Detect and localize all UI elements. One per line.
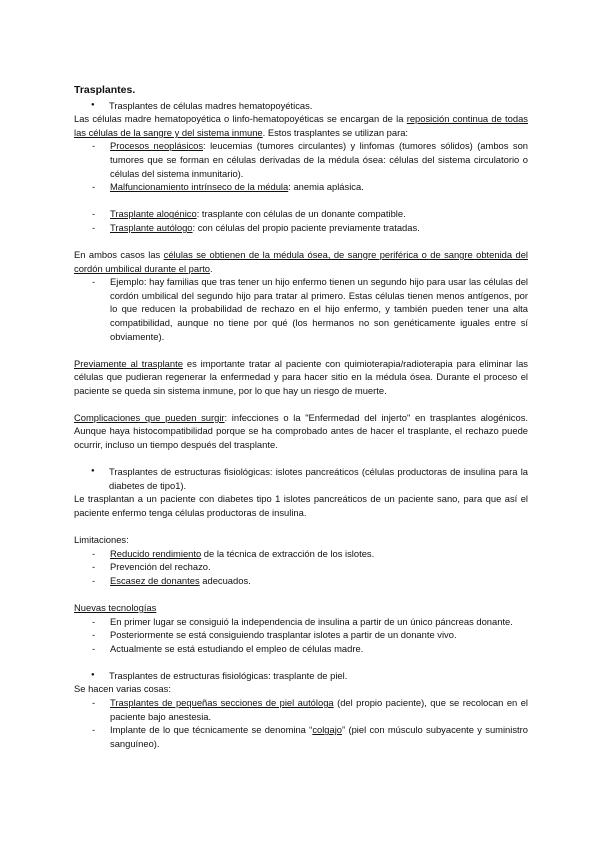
- bullet-pancreatic-islets: ● Trasplantes de estructuras fisiológicas: islotes pancreáticos (células productoras de insulina para la diabetes de tipo1).: [74, 465, 528, 492]
- heading-limitations: Limitaciones:: [74, 534, 129, 546]
- paragraph-stem-cells-intro: Las células madre hematopoyética o linfo-hematopoyéticas se encargan de la reposición continua de todas las células de la sangre y del sistema inmune. Estos trasplantes se utilizan para:: [74, 113, 528, 138]
- list-item: - Trasplante autólogo: con células del propio paciente previamente tratadas.: [92, 221, 420, 233]
- list-item: - Actualmente se está estudiando el empleo de células madre.: [92, 642, 364, 654]
- list-item: - En primer lugar se consiguió la independencia de insulina a partir de un único páncreas donante.: [92, 615, 513, 627]
- list-item: - Ejemplo: hay familias que tras tener un hijo enfermo tienen un segundo hijo para usar las células del cordón umbilical del segundo hijo para tratar al primero. Estas células tienen menos antígenos, por lo que reducen la probabilidad de rechazo en el hijo enfermo, y también pueden tener una alta compatibilidad, aunque no tiene por qué (los hermanos no son genéticamente iguales entre sí obviamente).: [92, 276, 528, 342]
- list-item: - Posteriormente se está consiguiendo trasplantar islotes a partir de un donante vivo.: [92, 629, 457, 641]
- paragraph-pre-transplant: Previamente al trasplante es importante tratar al paciente con quimioterapia/radioterapia para eliminar las células que pudieran regenerar la enfermedad y para hacer sitio en la médula ósea. Durante el proceso el paciente se queda sin sistema inmune, por lo que hay un riesgo de muerte.: [74, 357, 528, 396]
- list-item: - Procesos neoplásicos: leucemias (tumores circulantes) y linfomas (tumores sólidos) (ambos son tumores que se forman en células derivadas de la médula ósea: células del sistema circulatorio o células del sistema inmunitario).: [92, 140, 529, 179]
- list-item: - Reducido rendimiento de la técnica de extracción de los islotes.: [92, 547, 375, 559]
- bullet-stem-cells: ● Trasplantes de células madres hematopoyéticas.: [74, 99, 528, 113]
- paragraph-skin: Se hacen varias cosas:: [74, 683, 171, 695]
- paragraph-cell-sources: En ambos casos las células se obtienen de la médula ósea, de sangre periférica o de sangre obtenida del cordón umbilical durante el parto.: [74, 248, 528, 274]
- list-item: - Malfuncionamiento intrínseco de la médula: anemia aplásica.: [92, 181, 364, 193]
- heading-new-technologies: Nuevas tecnologías: [74, 601, 157, 613]
- bullet-skin-transplant: ● Trasplantes de estructuras fisiológicas: trasplante de piel.: [74, 669, 528, 683]
- list-item: - Trasplante alogénico: trasplante con células de un donante compatible.: [92, 208, 406, 220]
- list-item: - Trasplantes de pequeñas secciones de piel autóloga (del propio paciente), que se recolocan en el paciente bajo anestesia.: [92, 696, 528, 722]
- paragraph-islets: Le trasplantan a un paciente con diabetes tipo 1 islotes pancreáticos de un paciente sano, para que así el paciente enfermo tenga células productoras de insulina.: [74, 493, 528, 518]
- list-item: - Escasez de donantes adecuados.: [92, 574, 251, 586]
- page-title: Trasplantes.: [74, 84, 136, 96]
- list-item: - Implante de lo que técnicamente se denomina “colgajo” (piel con músculo subyacente y suministro sanguíneo).: [92, 724, 528, 749]
- document-page: [74, 84, 528, 750]
- list-item: - Prevención del rechazo.: [92, 561, 211, 573]
- paragraph-complications: Complicaciones que pueden surgir: infecciones o la "Enfermedad del injerto" en trasplantes alogénicos. Aunque haya histocompatibilidad porque se ha comprobado antes de hacer el trasplante, el rechazo puede ocurrir, incluso un tiempo después del trasplante.: [74, 411, 528, 451]
